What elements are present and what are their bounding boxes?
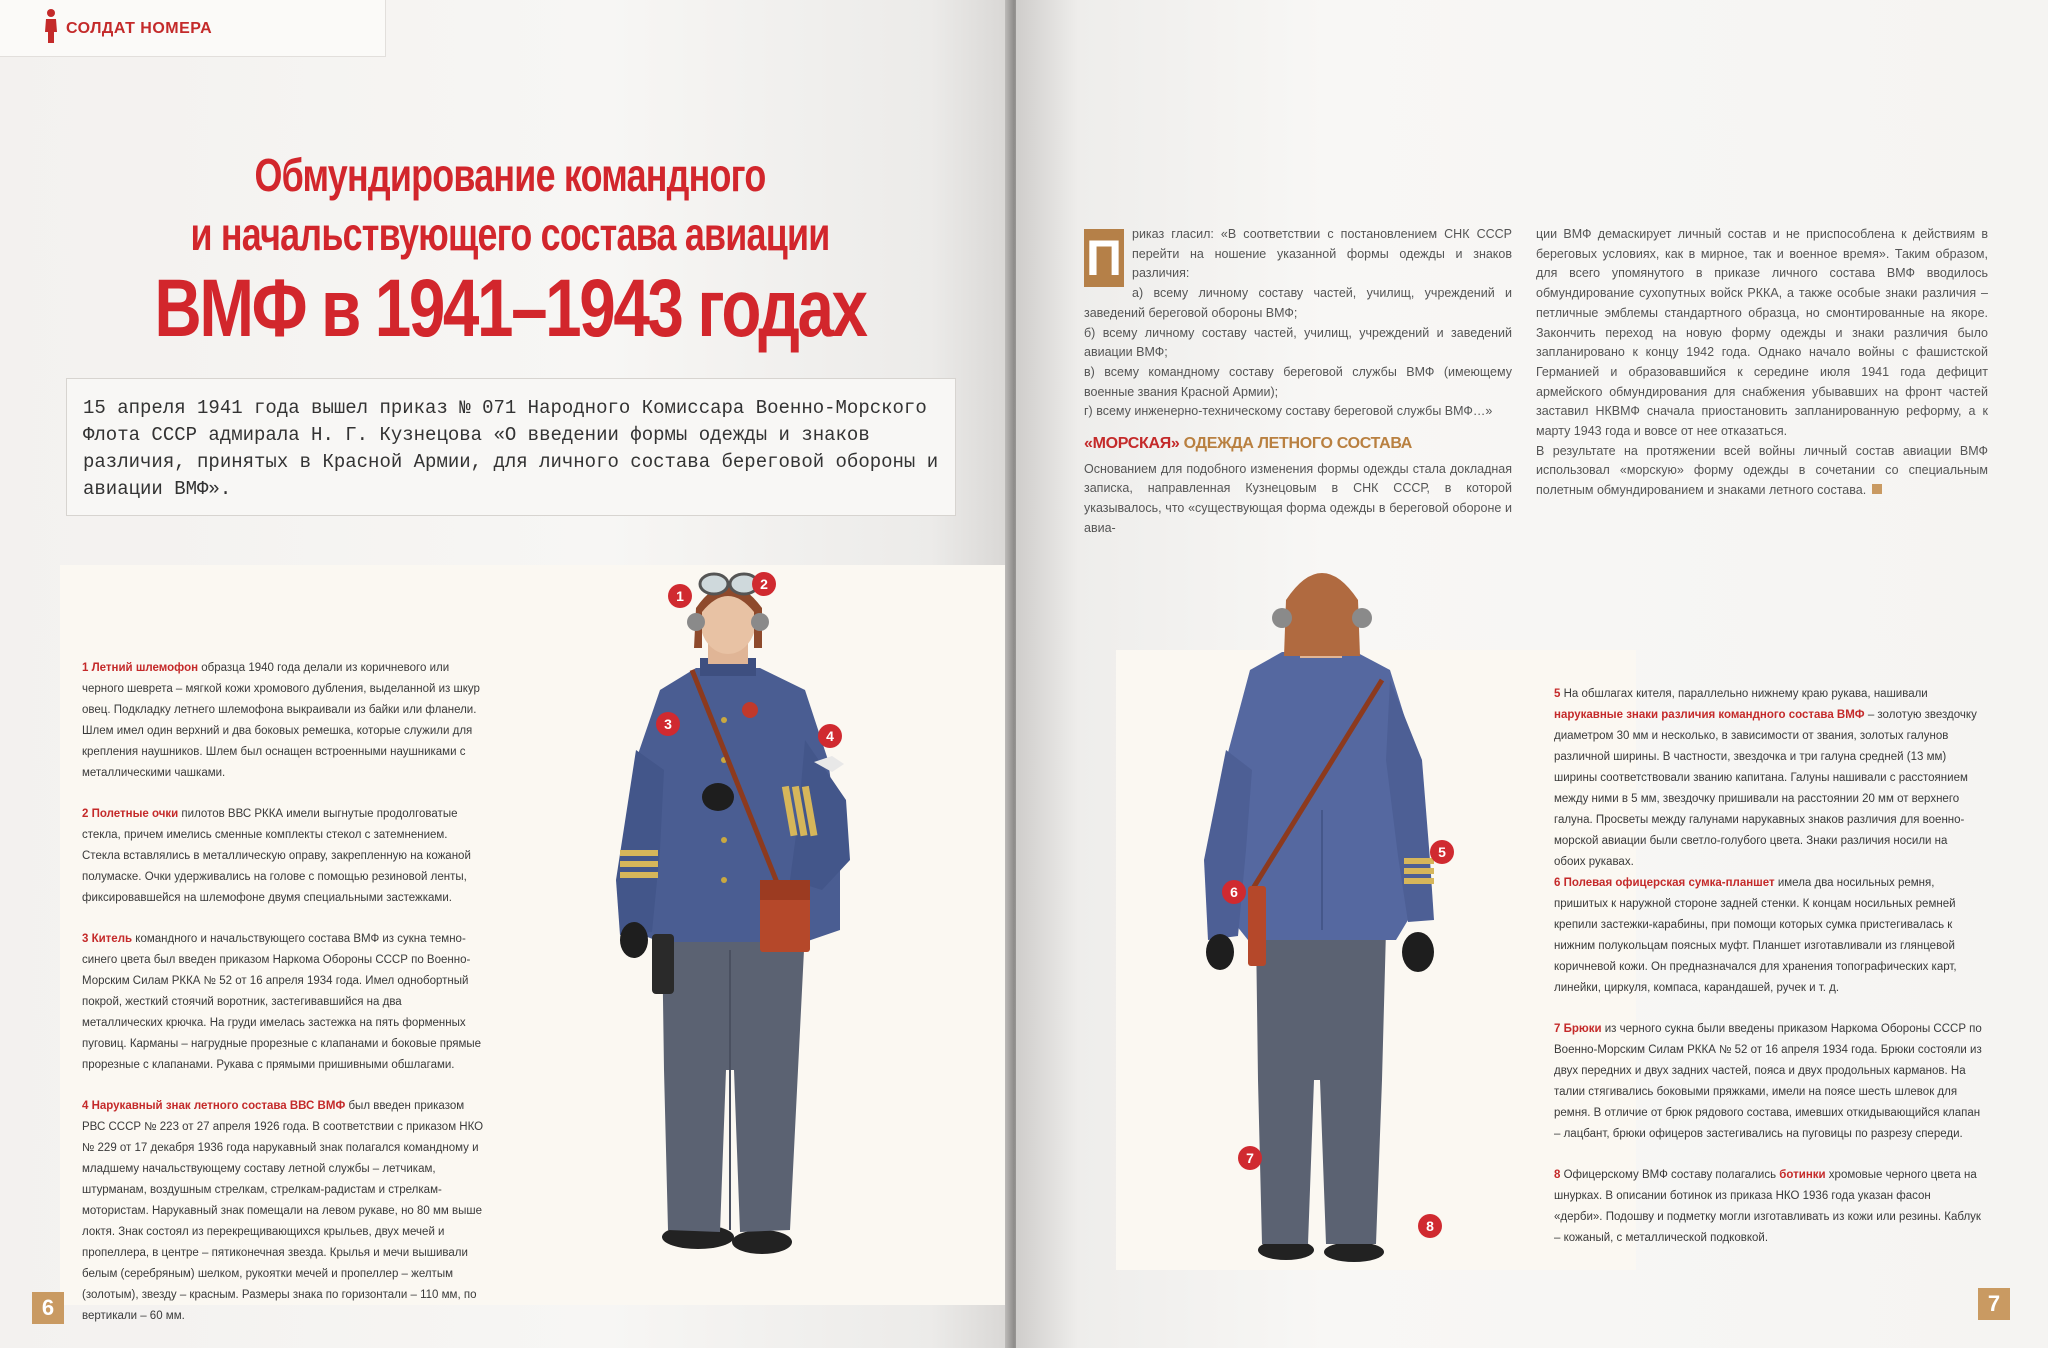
callout-5-term: нарукавные знаки различия командного состава ВМФ	[1554, 709, 1865, 721]
page-number-left: 6	[32, 1292, 64, 1324]
title-line-1: Обмундирование командного	[254, 149, 766, 201]
article-paragraph-2: Основанием для подобного изменения формы одежды стала докладная записка, направленная Кузнецовым в СНК СССР, в которой указывалось, что «существующая форма одежды в береговой обороне и авиа-	[1084, 461, 1512, 535]
callout-2-term: 2 Полетные очки	[82, 808, 179, 820]
callout-8-num: 8	[1554, 1169, 1561, 1181]
section-header	[0, 0, 386, 57]
callout-1-text: образца 1940 года делали из коричневого или черного шеврета – мягкой кожи хромового дубления, выделанной из шкур овец. Подкладку летнего шлемофона выкраивали из байки или фланели. Шлем имел один верхний и два боковых ремешка, которые служили для крепления наушников. Шлем был оснащен встроенными наушниками с металлическими чашками.	[82, 662, 480, 779]
callout-badge-4	[818, 724, 842, 748]
callout-8-text-a: Офицерскому ВМФ составу полагались	[1560, 1169, 1780, 1181]
callout-6	[1554, 873, 1982, 999]
callout-1	[82, 658, 484, 784]
callout-5-text: – золотую звездочку диаметром 30 мм и несколько, в зависимости от звания, золотых галунов различной ширины. В частности, звездочка и три галуна средней (13 мм) ширины соответствовали званию капитана. Галуны нашивали с расстоянием между ними в 5 мм, звездочку пришивали на расстоянии 20 мм от верхнего галуна. Просветы между галунами нарукавных знаков различия для военно-морской авиации были светло-голубого цвета. Знаки различия носили на обоих рукавах.	[1554, 709, 1977, 868]
svg-text:4: 4	[826, 728, 834, 744]
callout-8	[1554, 1165, 1982, 1249]
article-subheading	[1084, 434, 1512, 454]
article-intro-text: риказ гласил: «В соответствии с постановлением СНК СССР перейти на ношение указанной формы одежды и знаков различия:	[1132, 227, 1512, 281]
order-item-c: в) всему командному составу береговой службы ВМФ (имеющему военные звания Красной Армии);	[1084, 364, 1512, 399]
subheading-quote: «МОРСКАЯ»	[1084, 435, 1180, 453]
title-line-3: ВМФ в 1941–1943 годах	[154, 263, 866, 354]
uniform-back-illustration	[1186, 560, 1486, 1280]
callout-1-term: 1 Летний шлемофон	[82, 662, 199, 674]
svg-text:3: 3	[664, 716, 672, 732]
svg-text:1: 1	[676, 588, 684, 604]
callout-badge-8	[1418, 1214, 1442, 1238]
article-paragraph-3: ции ВМФ демаскирует личный состав и не приспособлена к действиям в береговых условиях, как в мирное, так и военное время». Таким образом, для всего упомянутого в приказе личного состава ВМФ вводилось обмундирование сухопутных войск РККА, а также особые знаки различия – петличные эмблемы стандартного образца, но смонтированные на якоре. Закончить переход на новую форму одежды и знаки различия было запланировано к концу 1942 года. Однако начало войны с фашистской Германией и образовавшийся к середине июля 1941 года дефицит армейского обмундирования для снабжения убывавших на фронт частей заставил НКВМФ сначала приостановить запланированную реформу, а к марту 1943 года и вовсе от нее отказаться.	[1536, 227, 1988, 439]
callout-4	[82, 1096, 484, 1327]
svg-text:6: 6	[1230, 884, 1238, 900]
order-item-b: б) всему личному составу частей, училищ, учреждений и заведений авиации ВМФ;	[1084, 325, 1512, 360]
article-paragraph-4: В результате на протяжении всей войны личный состав авиации ВМФ использовал «морскую» форму одежды в сочетании со специальным полетным обмундированием и знаками летного состава.	[1536, 443, 1988, 498]
callouts-left	[82, 658, 484, 1347]
callout-4-term: 4 Нарукавный знак летного состава ВВС ВМФ	[82, 1100, 346, 1112]
callout-6-text: имела два носильных ремня, пришитых к наружной стороне задней стенки. К концам носильных ремней крепили застежки-карабины, при помощи которых сумка пристегивалась к нижним полукольцам поясных муфт. Планшет изготавливали из глянцевой коричневой кожи. Он предназначался для хранения топографических карт, линейки, циркуля, компаса, карандашей, ручек и т. д.	[1554, 877, 1957, 994]
callout-8-text: хромовые черного цвета на шнурках. В описании ботинок из приказа НКО 1936 года указан фасон «дерби». Подошву и подметку могли изготавливать из кожи или резины. Каблук – кожаный, с металлической подковкой.	[1554, 1169, 1981, 1244]
intro-box	[66, 378, 956, 516]
section-label: СОЛДАТ НОМЕРА	[66, 20, 213, 37]
callout-7-term: 7 Брюки	[1554, 1023, 1602, 1035]
svg-text:8: 8	[1426, 1218, 1434, 1234]
callouts-right	[1554, 684, 1982, 1269]
svg-text:2: 2	[760, 576, 768, 592]
callout-3	[82, 929, 484, 1076]
callout-7-text: из черного сукна были введены приказом Наркома Обороны СССР по Военно-Морским Силам РККА № 52 от 16 апреля 1934 года. Брюки состояли из двух передних и двух задних частей, пояса и двух продольных карманов. На талии стягивались боковыми пряжками, имели на поясе шесть шлевок для ремня. В отличие от брюк рядового состава, имевших откидывающийся клапан – лацбант, брюки офицеров застегивались на пуговицы по разрезу спереди.	[1554, 1023, 1982, 1140]
intro-text: 15 апреля 1941 года вышел приказ № 071 Народного Комиссара Военно-Морского Флота СССР адмирала Н. Г. Кузнецова «О введении формы одежды и знаков различия, принятых в Красной Армии, для личного состава береговой обороны и авиации ВМФ».	[83, 397, 939, 500]
left-page	[0, 0, 1012, 1348]
svg-text:7: 7	[1246, 1150, 1254, 1166]
callout-3-term: 3 Китель	[82, 933, 133, 945]
callout-badge-7	[1238, 1146, 1262, 1170]
soldier-icon	[42, 8, 60, 44]
uniform-front-illustration	[600, 550, 870, 1270]
callout-7	[1554, 1019, 1982, 1145]
front-figure	[616, 574, 850, 1254]
callout-badge-2	[752, 572, 776, 596]
callout-8-term: ботинки	[1779, 1169, 1826, 1181]
article-column-1	[1084, 225, 1512, 539]
callout-2	[82, 804, 484, 909]
callout-badge-3	[656, 712, 680, 736]
callout-5-text-a: На обшлагах кителя, параллельно нижнему краю рукава, нашивали	[1560, 688, 1928, 700]
callout-badge-5	[1430, 840, 1454, 864]
callout-badge-1	[668, 584, 692, 608]
callout-5	[1554, 684, 1982, 873]
callout-badge-6	[1222, 880, 1246, 904]
order-item-d: г) всему инженерно-техническому составу береговой службы ВМФ…»	[1084, 404, 1493, 419]
title-line-2: и начальствующего состава авиации	[190, 208, 830, 260]
right-page	[1016, 0, 2048, 1348]
callout-2-text: пилотов ВВС РККА имели выгнутые продолговатые стекла, причем имелись сменные комплекты стекол с затемнением. Стекла вставлялись в металлическую оправу, закрепленную на кожаной полумаске. Очки удерживались на голове с помощью резиновой ленты, фиксировавшейся на шлемофоне двумя специальными застежками.	[82, 808, 471, 904]
callout-4-text: был введен приказом РВС СССР № 223 от 27 апреля 1926 года. В соответствии с приказом НКО № 229 от 17 декабря 1936 года нарукавный знак полагался командному и младшему начальствующему составу летной службы – летчикам, штурманам, воздушным стрелкам, стрелкам-радистам и стрелкам-мотористам. Нарукавный знак помещали на левом рукаве, но 80 мм выше локтя. Знак состоял из перекрещивающихся крыльев, двух мечей и пропеллера, в центре – пятиконечная звезда. Крылья и мечи вышивали белым (серебряным) шелком, рукоятки мечей и пропеллер – желтым (золотым), звезду – красным. Размеры знака по горизонтали – 110 мм, по вертикали – 60 мм.	[82, 1100, 484, 1322]
order-item-a: а) всему личному составу частей, училищ, учреждений и заведений береговой обороны ВМФ;	[1084, 286, 1512, 320]
end-square-icon	[1872, 484, 1882, 494]
callout-6-term: 6 Полевая офицерская сумка-планшет	[1554, 877, 1775, 889]
article-intro-paragraph	[1084, 225, 1512, 284]
callout-3-text: командного и начальствующего состава ВМФ из сукна темно-синего цвета был введен приказом Наркома Обороны СССР по Военно-Морским Силам РККА № 52 от 16 апреля 1934 года. Имел однобортный покрой, жесткий стоячий воротник, застегивавшийся на два металлических крючка. На груди имелась застежка на пять форменных пуговиц. Карманы – нагрудные прорезные с клапанами и боковые прямые прорезные с клапанами. Рукава с прямыми пришивными обшлагами.	[82, 933, 482, 1071]
page-number-right: 7	[1978, 1288, 2010, 1320]
article-column-2	[1536, 225, 1988, 501]
svg-text:5: 5	[1438, 844, 1446, 860]
subheading-rest: ОДЕЖДА ЛЕТНОГО СОСТАВА	[1179, 435, 1413, 453]
drop-cap: П	[1084, 229, 1124, 287]
callout-5-num: 5	[1554, 688, 1561, 700]
